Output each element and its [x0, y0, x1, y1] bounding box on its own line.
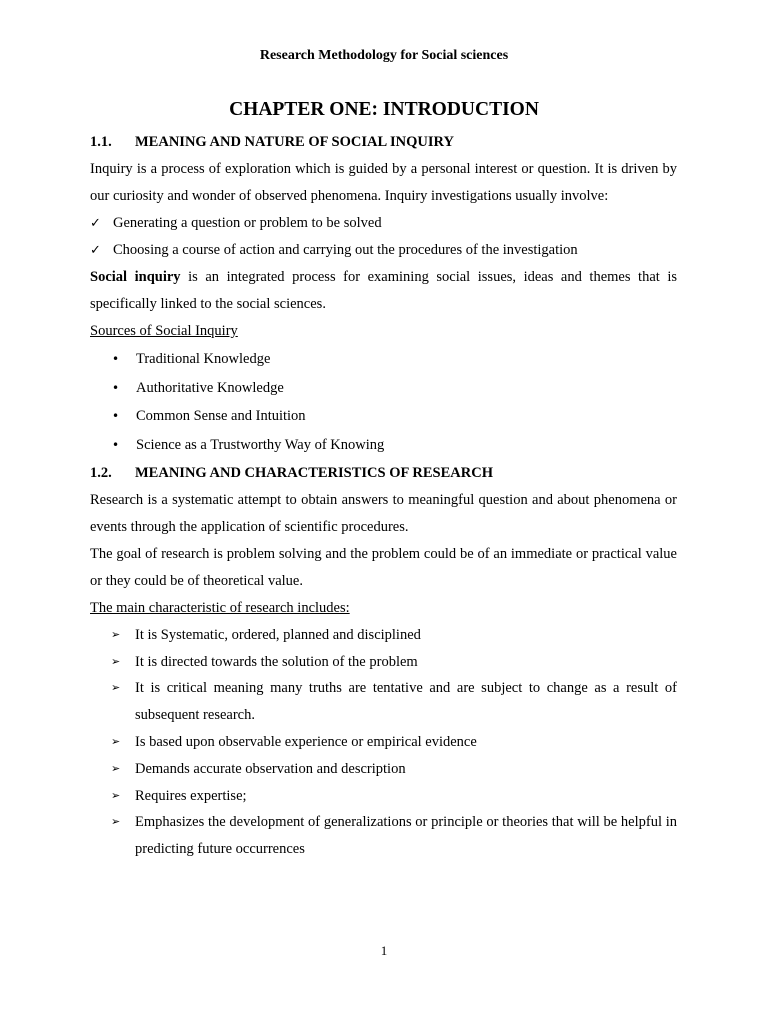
inquiry-steps-list: [90, 210, 677, 264]
section-heading-1-1: [90, 129, 677, 156]
social-inquiry-definition: [90, 264, 677, 318]
bullet-icon: •: [112, 352, 120, 366]
list-item: [90, 431, 677, 460]
list-item-text: Emphasizes the development of generalizations or principle or theories that will be helpful in predicting future occurrences: [135, 814, 677, 858]
arrow-bullet-icon: ➢: [111, 627, 121, 641]
arrow-bullet-icon: ➢: [111, 761, 121, 775]
characteristics-list: [90, 622, 677, 863]
list-item: [90, 345, 677, 374]
list-item: [90, 237, 677, 264]
bullet-icon: •: [112, 438, 120, 453]
bullet-icon: •: [112, 409, 120, 424]
list-item-text: It is critical meaning many truths are tentative and are subject to change as a result of subsequent research.: [135, 680, 677, 724]
characteristics-heading-line: [90, 595, 677, 622]
list-item-text: Science as a Trustworthy Way of Knowing: [136, 437, 385, 454]
list-item: [90, 649, 677, 676]
bullet-icon: •: [112, 380, 120, 395]
list-item: [90, 402, 677, 431]
page-number: 1: [380, 943, 388, 958]
list-item-text: It is directed towards the solution of the problem: [135, 653, 418, 670]
list-item-text: Generating a question or problem to be solved: [113, 215, 382, 231]
arrow-bullet-icon: ➢: [111, 735, 121, 748]
list-item: [90, 809, 677, 863]
list-item-text: Demands accurate observation and description: [135, 760, 406, 777]
list-item-text: Choosing a course of action and carrying out the procedures of the investigation: [113, 242, 578, 258]
research-definition-paragraph: Research is a systematic attempt to obtain answers to meaningful question and about phenomena or events through the application of scientific procedures.: [90, 491, 677, 535]
list-item-text: Requires expertise;: [135, 787, 247, 804]
sources-heading-line: [90, 318, 677, 345]
arrow-bullet-icon: ➢: [111, 815, 121, 829]
list-item: [90, 756, 677, 783]
section-number: 1.1.: [90, 134, 112, 150]
arrow-bullet-icon: ➢: [111, 654, 121, 668]
chapter-title: CHAPTER ONE: INTRODUCTION: [229, 99, 539, 120]
sources-heading: Sources of Social Inquiry: [90, 323, 238, 339]
definition-text: is an integrated process for examining social issues, ideas and themes that is specifically linked to the social sciences.: [90, 269, 678, 312]
list-item-text: Traditional Knowledge: [136, 351, 271, 367]
arrow-bullet-icon: ➢: [111, 788, 121, 802]
list-item-text: Common Sense and Intuition: [136, 408, 306, 425]
list-item: [90, 783, 677, 810]
section-heading-1-2: [90, 460, 677, 487]
research-goal-paragraph: The goal of research is problem solving and the problem could be of an immediate or practical value or they could be of theoretical value.: [90, 545, 677, 589]
page-body: [90, 129, 677, 863]
checkmark-icon: ✓: [90, 216, 101, 231]
inquiry-intro-paragraph: Inquiry is a process of exploration which is guided by a personal interest or question. It is driven by our curiosity and wonder of observed phenomena. Inquiry investigations usually involve:: [90, 161, 677, 204]
section-title: MEANING AND CHARACTERISTICS OF RESEARCH: [135, 464, 493, 481]
list-item: [90, 675, 677, 729]
section-number: 1.2.: [90, 464, 112, 481]
running-header: Research Methodology for Social sciences: [259, 48, 509, 63]
list-item: [90, 210, 677, 237]
characteristics-heading: The main characteristic of research includes:: [90, 599, 350, 616]
list-item-text: Authoritative Knowledge: [136, 379, 284, 396]
list-item: [90, 729, 677, 756]
sources-list: [90, 345, 677, 460]
list-item-text: It is Systematic, ordered, planned and disciplined: [135, 626, 421, 643]
arrow-bullet-icon: ➢: [111, 681, 121, 695]
definition-term: Social inquiry: [90, 269, 181, 285]
list-item-text: Is based upon observable experience or empirical evidence: [135, 734, 477, 750]
section-title: MEANING AND NATURE OF SOCIAL INQUIRY: [135, 134, 454, 150]
checkmark-icon: ✓: [90, 243, 101, 258]
list-item: [90, 374, 677, 403]
list-item: [90, 622, 677, 649]
